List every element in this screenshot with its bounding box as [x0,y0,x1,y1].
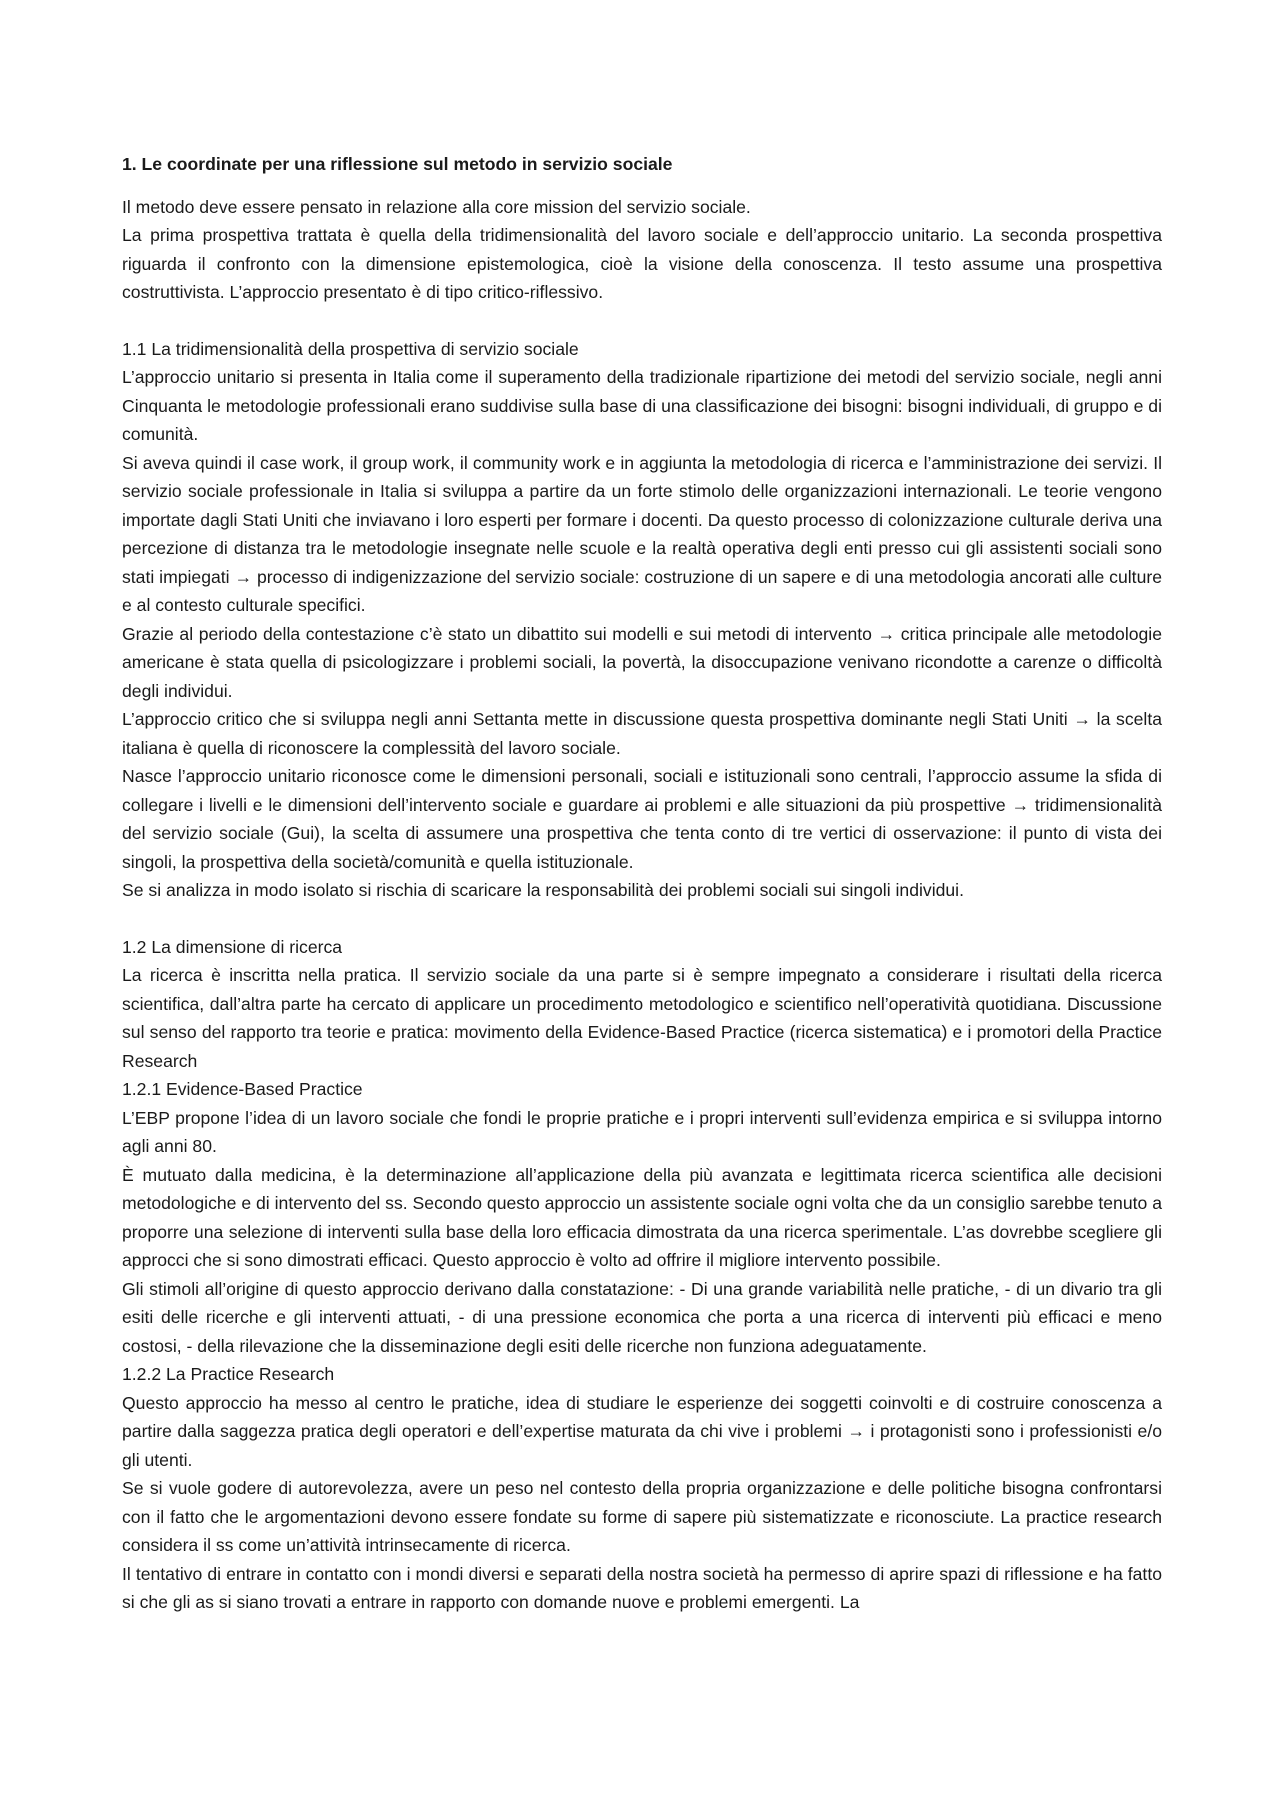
subsection-heading: 1.2.1 Evidence-Based Practice [122,1079,363,1099]
body-paragraph: Se si vuole godere di autorevolezza, avere un peso nel contesto della propria organizzazione e delle politiche bisogna confrontarsi con il fatto che le argomentazioni devono essere fondate su forme di sapere più sistematizzate e riconosciute. La practice research considera il ss come un’attività intrinsecamente di ricerca. [122,1478,1162,1555]
document-page [122,150,1162,1617]
body-paragraph: L’approccio unitario si presenta in Italia come il superamento della tradizionale ripartizione dei metodi del servizio sociale, negli anni Cinquanta le metodologie professionali erano suddivise sulla base di una classificazione dei bisogni: bisogni individuali, di gruppo e di comunità. [122,367,1162,444]
body-paragraph: Nasce l’approccio unitario riconosce come le dimensioni personali, sociali e istituzionali sono centrali, l’approccio assume la sfida di collegare i livelli e le dimensioni dell’intervento sociale e guardare ai problemi e alle situazioni da più prospettive → tridimensionalità del servizio sociale (Gui), la scelta di assumere una prospettiva che tenta conto di tre vertici di osservazione: il punto di vista dei singoli, la prospettiva della società/comunità e quella istituzionale. [122,766,1162,872]
body-paragraph: È mutuato dalla medicina, è la determinazione all’applicazione della più avanzata e legittimata ricerca scientifica alle decisioni metodologiche e di intervento del ss. Secondo questo approccio un assistente sociale ogni volta che da un consiglio sarebbe tenuto a proporre una selezione di interventi sulla base della loro efficacia dimostrata da una ricerca sperimentale. L’as dovrebbe scegliere gli approcci che si sono dimostrati efficaci. Questo approccio è volto ad offrire il migliore intervento possibile. [122,1164,1162,1270]
body-paragraph: Il tentativo di entrare in contatto con i mondi diversi e separati della nostra società ha permesso di aprire spazi di riflessione e ha fatto si che gli as si siano trovati a entrare in rapporto con domande nuove e problemi emergenti. La [122,1563,1162,1612]
body-paragraph: Gli stimoli all’origine di questo approccio derivano dalla constatazione: - Di una grande variabilità nelle pratiche, - di un divario tra gli esiti delle ricerche e gli interventi attuati, - di una pressione economica che porta a una ricerca di interventi più efficaci e meno costosi, - della rilevazione che la disseminazione degli esiti delle ricerche non funziona adeguatamente. [122,1278,1162,1356]
body-paragraph: L’approccio critico che si sviluppa negli anni Settanta mette in discussione questa prospettiva dominante negli Stati Uniti → la scelta italiana è quella di riconoscere la complessità del lavoro sociale. [122,709,1162,758]
body-paragraph: Se si analizza in modo isolato si rischia di scaricare la responsabilità dei problemi sociali sui singoli individui. [122,880,964,900]
body-paragraph: La ricerca è inscritta nella pratica. Il servizio sociale da una parte si è sempre impegnato a considerare i risultati della ricerca scientifica, dall’altra parte ha cercato di applicare un procedimento metodologico e scientifico nell’operatività quotidiana. Discussione sul senso del rapporto tra teorie e pratica: movimento della Evidence-Based Practice (ricerca sistematica) e i promotori della Practice Research [122,965,1162,1071]
document-title: 1. Le coordinate per una riflessione sul metodo in servizio sociale [122,154,673,174]
intro-paragraph: La prima prospettiva trattata è quella della tridimensionalità del lavoro sociale e dell’approccio unitario. La seconda prospettiva riguarda il confronto con la dimensione epistemologica, cioè la visione della conoscenza. Il testo assume una prospettiva costruttivista. L’approccio presentato è di tipo critico-riflessivo. [122,225,1162,302]
body-paragraph: Grazie al periodo della contestazione c’è stato un dibattito sui modelli e sui metodi di intervento → critica principale alle metodologie americane è stata quella di psicologizzare i problemi sociali, la povertà, la disoccupazione venivano ricondotte a carenze o difficoltà degli individui. [122,623,1162,701]
section-heading: 1.2 La dimensione di ricerca [122,936,343,957]
subsection-heading: 1.2.2 La Practice Research [122,1364,335,1384]
body-paragraph: Si aveva quindi il case work, il group work, il community work e in aggiunta la metodologia di ricerca e l’amministrazione dei servizi. Il servizio sociale professionale in Italia si sviluppa a partire da un forte stimolo delle organizzazioni internazionali. Le teorie vengono importate dagli Stati Uniti che inviavano i loro esperti per formare i docenti. Da questo processo di colonizzazione culturale deriva una percezione di distanza tra le metodologie insegnate nelle scuole e la realtà operativa degli enti presso cui gli assistenti sociali sono stati impiegati → processo di indigenizzazione del servizio sociale: costruzione di un sapere e di una metodologia ancorati alle culture e al contesto culturale specifici. [122,452,1162,615]
body-paragraph: L’EBP propone l’idea di un lavoro sociale che fondi le proprie pratiche e i propri interventi sull’evidenza empirica e si sviluppa intorno agli anni 80. [122,1107,1162,1156]
body-paragraph: Questo approccio ha messo al centro le pratiche, idea di studiare le esperienze dei soggetti coinvolti e di costruire conoscenza a partire dalla saggezza pratica degli operatori e dell’expertise maturata da chi vive i problemi → i protagonisti sono i professionisti e/o gli utenti. [122,1392,1162,1470]
intro-paragraph: Il metodo deve essere pensato in relazione alla core mission del servizio sociale. [122,196,751,217]
section-heading: 1.1 La tridimensionalità della prospettiva di servizio sociale [122,338,579,359]
